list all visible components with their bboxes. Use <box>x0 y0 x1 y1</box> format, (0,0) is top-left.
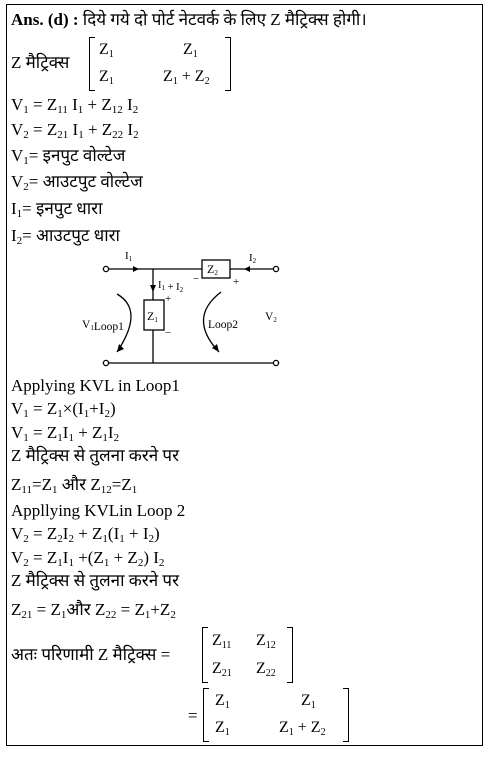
loop2-line-3: Z मैट्रिक्स से तुलना करने पर <box>11 571 180 590</box>
matrix-cell: $Z_1 + Z_2$ <box>163 68 210 87</box>
label-i1: I1 <box>125 250 133 263</box>
two-port-circuit-diagram <box>82 248 295 372</box>
bracket-left <box>202 627 208 683</box>
answer-text: दिये गये दो पोर्ट नेटवर्क के लिए Z मैट्रिक्स होगी। <box>78 10 367 29</box>
matrix-cell: $Z_{21}$ <box>212 660 232 679</box>
loop1-line-4: $Z_{11}=Z_1$ और $Z_{12}=Z_1$ <box>11 475 138 496</box>
loop2-heading: Appllying KVLin Loop 2 <box>11 501 186 520</box>
result-matrix-symbolic <box>202 627 293 683</box>
label-i1-plus-i2: I1 + I2 <box>158 280 184 294</box>
matrix-cell: $Z_1$ <box>215 692 230 711</box>
loop2-line-4: $Z_{21}$ = $Z_1और$ $Z_{22} = Z_1+Z_2$ <box>11 600 176 621</box>
definition-v1: $V_1=$ इनपुट वोल्टेज <box>11 146 126 167</box>
terminal-top-left <box>103 266 108 271</box>
label-v1-loop1: V1Loop1 <box>82 319 124 333</box>
loop1-arrowhead <box>117 344 124 352</box>
bracket-right <box>343 688 349 742</box>
loop2-line-1: $V_2 = Z_2I_2 + Z_1(I_1 + I_2)$ <box>11 524 160 545</box>
label-loop2: Loop2 <box>208 319 239 331</box>
matrix-cell: $Z_{12}$ <box>256 632 276 651</box>
answer-heading <box>11 10 367 30</box>
matrix-cell: $Z_{22}$ <box>256 660 276 679</box>
label-i2: I2 <box>249 252 257 265</box>
matrix-cell: $Z_{11}$ <box>212 632 232 651</box>
bracket-left <box>89 37 95 91</box>
label-v2: V2 <box>265 311 277 324</box>
i2-arrowhead <box>244 266 250 272</box>
equation-v1: $V_1 = Z_{11}$ $I_1 + Z_{12}$ $I_2$ <box>11 95 139 116</box>
loop1-line-2: $V_1 = Z_1I_1 + Z_1I_2$ <box>11 423 120 444</box>
minus-z1: − <box>165 327 172 339</box>
loop2-line-2: $V_2 = Z_1I_1 +(Z_1 + Z_2)$ $I_2$ <box>11 548 165 569</box>
label-z1: Z1 <box>147 309 158 324</box>
bracket-left <box>203 688 209 742</box>
result-label: अतः परिणामी Z मैट्रिक्स = <box>11 645 171 664</box>
loop1-line-1: $V_1 = Z_1\times(I_1+I_2)$ <box>11 399 116 420</box>
terminal-bottom-right <box>273 360 278 365</box>
result-matrix-final <box>203 688 349 742</box>
i1-arrowhead <box>133 266 139 272</box>
matrix-cell: $Z_1$ <box>99 68 114 87</box>
answer-prefix: Ans. (d) : <box>11 10 79 29</box>
matrix-cell: $Z_1$ <box>301 692 316 711</box>
matrix-cell: $Z_1$ <box>215 719 230 738</box>
bracket-right <box>287 627 293 683</box>
result-equals: = <box>188 706 198 725</box>
plus-z1: + <box>165 293 172 305</box>
matrix-cell: $Z_1$ <box>183 41 198 60</box>
minus-z2: − <box>193 273 200 285</box>
label-z2: Z2 <box>207 262 218 277</box>
terminal-top-right <box>273 266 278 271</box>
definition-i1: $I_1=$ इनपुट धारा <box>11 199 103 220</box>
z-matrix-label: Z मैट्रिक्स <box>11 53 70 72</box>
terminal-bottom-left <box>103 360 108 365</box>
z-matrix <box>89 37 231 91</box>
definition-v2: $V_2=$ आउटपुट वोल्टेज <box>11 172 143 193</box>
loop1-line-3: Z मैट्रिक्स से तुलना करने पर <box>11 446 180 465</box>
branch-current-arrowhead <box>150 285 156 292</box>
equation-v2: $V_2 = Z_{21}$ $I_1 + Z_{22}$ $I_2$ <box>11 120 139 141</box>
plus-z2: + <box>233 276 240 288</box>
matrix-cell: $Z_1$ <box>99 41 114 60</box>
matrix-cell: $Z_1 + Z_2$ <box>279 719 326 738</box>
bracket-right <box>225 37 231 91</box>
definition-i2: $I_2=$ आउटपुट धारा <box>11 226 120 247</box>
loop1-heading: Applying KVL in Loop1 <box>11 376 180 395</box>
